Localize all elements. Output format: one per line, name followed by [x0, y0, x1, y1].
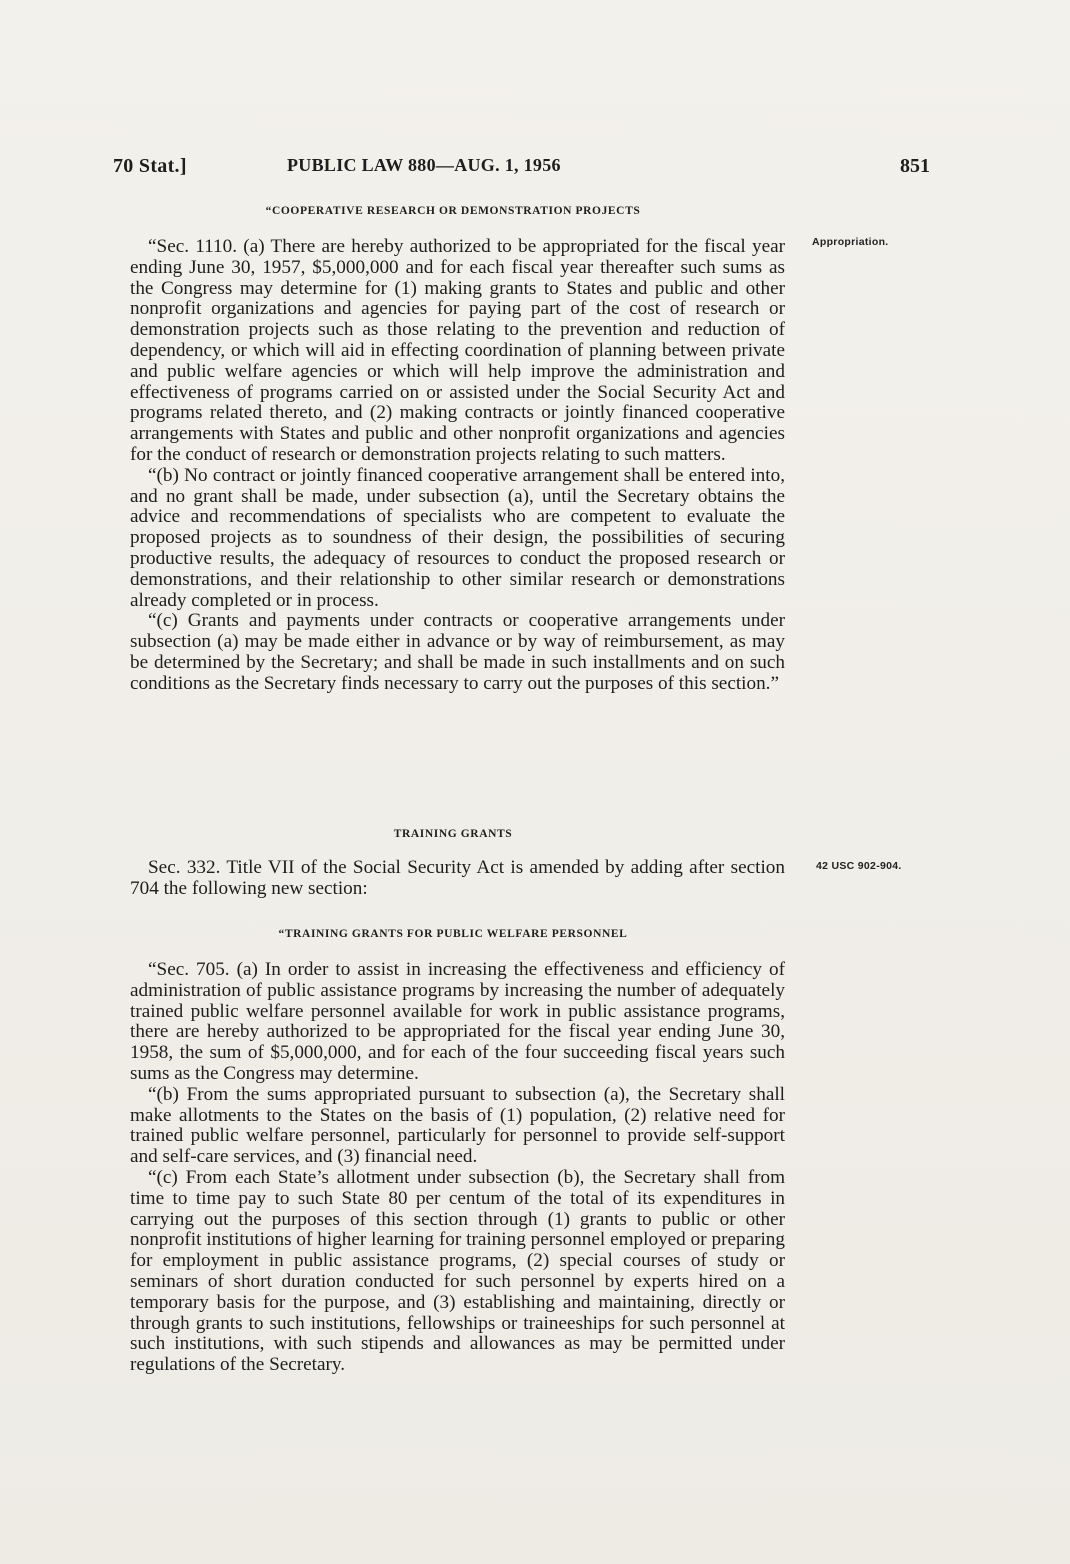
paragraph-1110-c: “(c) Grants and payments under contracts or cooperative arrangements under subsection (a) may be made either in advance or by way of reimbursement, as may be determined by the Secretary; and shall be made in such installments and on such conditions as the Secretary finds necessary to carry out the purposes of this section.” [130, 610, 785, 694]
section-heading-training-grants: TRAINING GRANTS [393, 828, 513, 840]
paragraph-1110-a: “Sec. 1110. (a) There are hereby authorized to be appropriated for the fiscal year ending June 30, 1957, $5,000,000 and for each fiscal year thereafter such sums as the Congress may determine for (1) making grants to States and public and other nonprofit organizations and agencies for paying part of the cost of research or demonstration projects such as those relating to the prevention and reduction of dependency, or which will aid in effecting coordination of planning between private and public welfare agencies or which will help improve the administration and effectiveness of programs carried on or assisted under the Social Security Act and programs related thereto, and (2) making contracts or jointly financed cooperative arrangements with States and public and other nonprofit organizations and agencies for the conduct of research or demonstration projects relating to such matters. [130, 236, 785, 465]
page-number: 851 [900, 155, 930, 177]
volume-reference: 70 Stat.] [113, 155, 187, 177]
section-body-332 [130, 858, 785, 900]
paragraph-705-b: “(b) From the sums appropriated pursuant to subsection (a), the Secretary shall make allotments to the States on the basis of (1) population, (2) relative need for trained public welfare personnel, particularly for personnel to provide self-support and self-care services, and (3) financial need. [130, 1083, 785, 1168]
paragraph-sec-332: Sec. 332. Title VII of the Social Security Act is amended by adding after section 704 the following new section: [130, 857, 785, 899]
section-heading-cooperative-research: “COOPERATIVE RESEARCH OR DEMONSTRATION PROJECTS [265, 205, 641, 217]
margin-note-appropriation: Appropriation. [812, 236, 889, 248]
section-heading-public-welfare-personnel: “TRAINING GRANTS FOR PUBLIC WELFARE PERSONNEL [278, 928, 628, 940]
section-body-705 [130, 960, 785, 1376]
paragraph-1110-b: “(b) No contract or jointly financed cooperative arrangement shall be entered into, and no grant shall be made, under subsection (a), until the Secretary obtains the advice and recommendations of specialists who are competent to evaluate the proposed projects as to soundness of their design, the possibilities of securing productive results, the adequacy of resources to conduct the proposed research or demonstrations, and their relationship to other similar research or demonstrations already completed or in process. [130, 464, 785, 611]
running-head: PUBLIC LAW 880—AUG. 1, 1956 [287, 155, 561, 175]
paragraph-705-a: “Sec. 705. (a) In order to assist in increasing the effectiveness and efficiency of administration of public assistance programs by increasing the number of adequately trained public welfare personnel available for work in public assistance programs, there are hereby authorized to be appropriated for the fiscal year ending June 30, 1958, the sum of $5,000,000, and for each of the four succeeding fiscal years such sums as the Congress may determine. [130, 959, 785, 1084]
paragraph-705-c: “(c) From each State’s allotment under subsection (b), the Secretary shall from time to time pay to such State 80 per centum of the total of its expenditures in carrying out the purposes of this section through (1) grants to public or other nonprofit institutions of higher learning for training personnel employed or preparing for employment in public assistance programs, (2) special courses of study or seminars of short duration conducted for such personnel by experts hired on a temporary basis for the purpose, and (3) establishing and maintaining, directly or through grants to such institutions, fellowships or traineeships for such personnel at such institutions, with such stipends and allowances as may be permitted under regulations of the Secretary. [130, 1166, 785, 1376]
section-body-1110 [130, 237, 785, 695]
margin-note-usc: 42 USC 902-904. [816, 860, 902, 872]
